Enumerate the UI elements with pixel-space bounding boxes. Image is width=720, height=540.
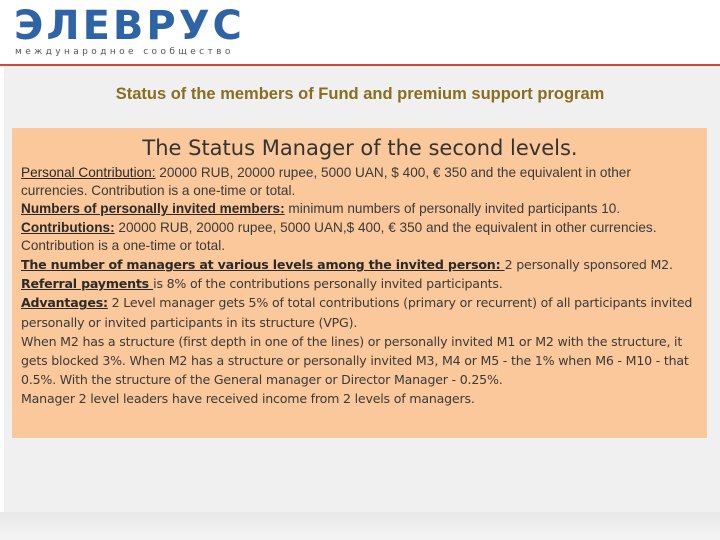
personal-contribution-paragraph bbox=[21, 164, 699, 200]
advantages-text: 2 Level manager gets 5% of total contributions (primary or recurrent) of all participants invited personally or invited participants in its structure (VPG). bbox=[21, 295, 693, 330]
status-card bbox=[12, 128, 707, 438]
managers-levels-text: 2 personally sponsored M2. bbox=[504, 257, 673, 273]
advantages-paragraph bbox=[21, 293, 699, 331]
structure-paragraph: When M2 has a structure (first depth in one of the lines) or personally invited M1 or M2 with the structure, it gets blocked 3%. When M2 has a structure or personally invited M3, M4 or M5 - the 1% when M6 - M10 - that 0.5%. With the structure of the General manager or Director Manager - 0.25%. bbox=[21, 333, 689, 388]
referral-label: Referral payments bbox=[21, 276, 154, 292]
contributions-label: Contributions: bbox=[21, 219, 115, 235]
personal-contribution-label: Personal Contribution: bbox=[21, 165, 156, 180]
advantages-label: Advantages: bbox=[21, 295, 108, 311]
contributions-paragraph bbox=[21, 219, 699, 255]
managers-levels-label: The number of managers at various levels among the invited person: bbox=[21, 257, 505, 273]
leaders-paragraph: Manager 2 level leaders have received income from 2 levels of managers. bbox=[21, 391, 475, 407]
invited-members-label: Numbers of personally invited members: bbox=[21, 201, 285, 217]
logo: ЭЛЕВРУС bbox=[14, 3, 245, 49]
slide-subtitle: Status of the members of Fund and premium support program bbox=[115, 85, 605, 103]
managers-levels-paragraph bbox=[21, 255, 699, 274]
footer-band bbox=[0, 512, 720, 540]
card-title: The Status Manager of the second levels. bbox=[142, 136, 578, 160]
header bbox=[0, 0, 720, 70]
personal-contribution-text: 20000 RUB, 20000 rupee, 5000 UAN, $ 400, € 350 and the equivalent in other currencies. Contribution is a one-time or total. bbox=[21, 165, 631, 199]
invited-members-paragraph bbox=[21, 200, 699, 218]
contributions-text: 20000 RUB, 20000 rupee, 5000 UAN,$ 400, € 350 and the equivalent in other currencies. Contribution is a one-time or total. bbox=[21, 219, 657, 253]
invited-members-text: minimum numbers of personally invited participants 10. bbox=[284, 201, 621, 217]
referral-text: is 8% of the contributions personally invited participants. bbox=[153, 276, 503, 292]
referral-paragraph bbox=[21, 274, 699, 293]
logo-tagline: международное сообщество bbox=[15, 47, 234, 57]
